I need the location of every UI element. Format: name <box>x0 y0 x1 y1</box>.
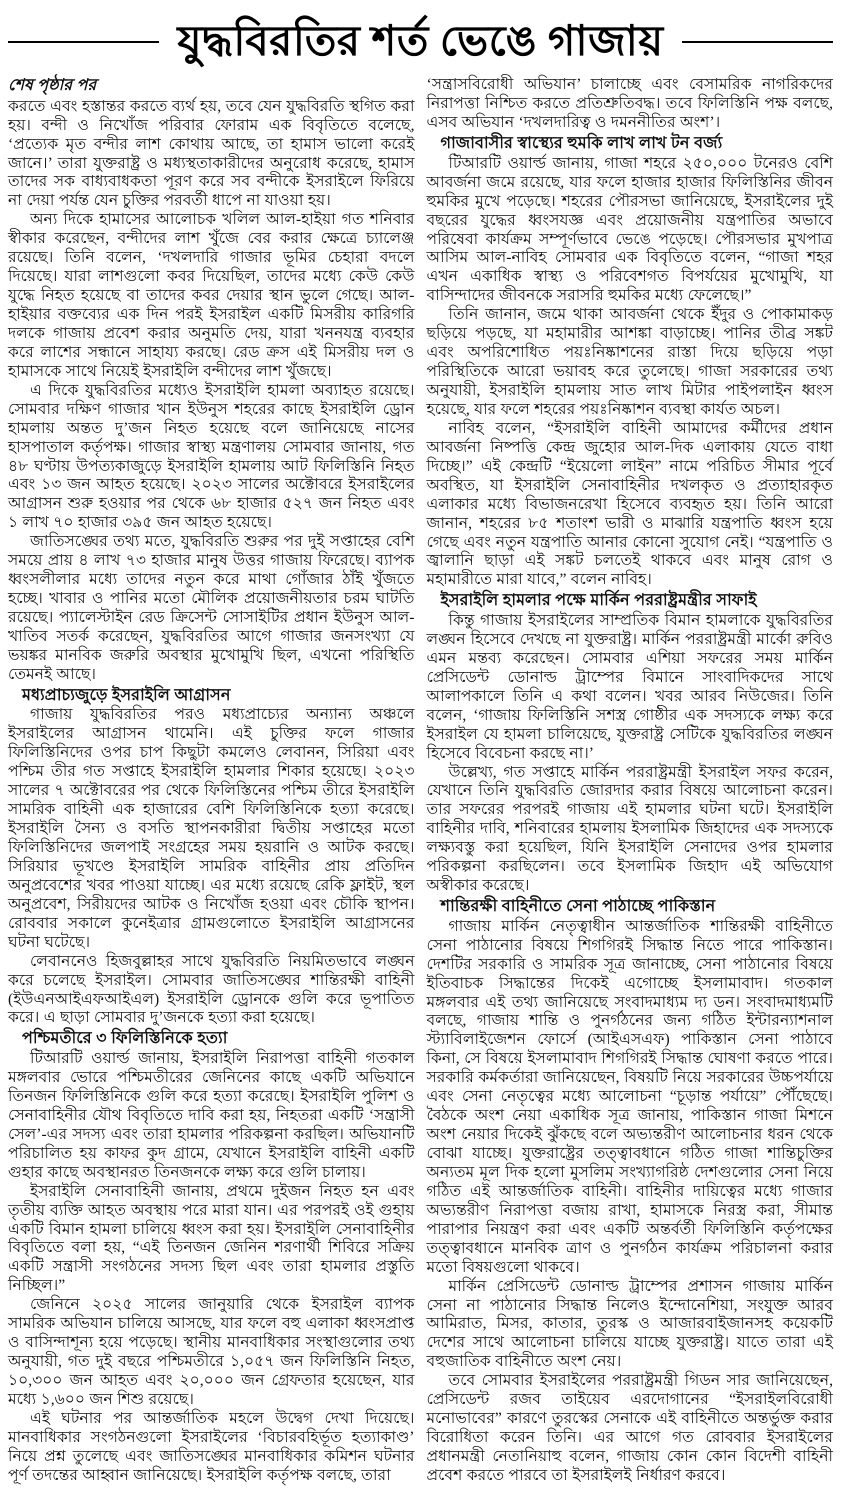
article-headline: যুদ্ধবিরতির শর্ত ভেঙে গাজায় <box>177 19 664 65</box>
section-subhead: গাজাবাসীর স্বাস্থ্যের হুমকি লাখ লাখ টন বর্জ্য <box>440 134 723 153</box>
section-subhead: শান্তিরক্ষী বাহিনীতে সেনা পাঠাচ্ছে পাকিস্তান <box>440 897 716 916</box>
article-paragraph: ‘সন্ত্রাসবিরোধী অভিযান’ চালাচ্ছে এবং বেসামরিক নাগরিকদের নিরাপত্তা নিশ্চিত করতে প্রতিশ্রুতিবদ্ধ। তবে ফিলিস্তিনি পক্ষ বলছে, এসব অভিযান ‘দখলদারিত্ব ও দমননীতির অংশ’। <box>426 76 833 132</box>
article-paragraph: করতে এবং হস্তান্তর করতে ব্যর্থ হয়, তবে যেন যুদ্ধবিরতি স্থগিত করা হয়। বন্দী ও নিখোঁজ পরিবার ফোরাম এক বিবৃতিতে বলেছে, ‘প্রত্যেক মৃত বন্দীর লাশ কোথায় আছে, তা হামাস ভালো করেই জানে।’ তারা যুক্তরাষ্ট্র ও মধ্যস্থতাকারীদের অনুরোধ করেছে, হামাস তাদের সক বাধ্যবাধকতা পূরণ করে সব বন্দীকে ইসরাইলে ফিরিয়ে না দেয়া পর্যন্ত যেন চুক্তির পরবর্তী ধাপে না যাওয়া হয়। <box>8 97 415 210</box>
article-paragraph: উল্লেখ্য, গত সপ্তাহে মার্কিন পররাষ্ট্রমন্ত্রী ইসরাইল সফর করেন, যেখানে তিনি যুদ্ধবিরতি জোরদার করার বিষয়ে আলোচনা করেন। তার সফরের পরপরই গাজায় এই হামলার ঘটনা ঘটে। ইসরাইলি বাহিনীর দাবি, শনিবারের হামলায় ইসলামিক জিহাদের এক সদস্যকে লক্ষ্যবস্তু করা হয়েছিল, যিনি ইসরাইলি সেনাদের ওপর হামলার পরিকল্পনা করছিলেন। তবে ইসলামিক জিহাদ এই অভিযোগ অস্বীকার করেছে। <box>426 763 833 895</box>
right-column-paragraphs <box>427 76 834 1486</box>
article-column-right <box>427 76 834 1486</box>
article-paragraph: জাতিসঙ্ঘের তথ্য মতে, যুদ্ধবিরতি শুরুর পর দুই সপ্তাহের বেশি সময়ে প্রায় ৪ লাখ ৭৩ হাজার মানুষ উত্তর গাজায় ফিরেছে। ব্যাপক ধ্বংসলীলার মধ্যে তাদের নতুন করে মাথা গোঁজার ঠাঁই খুঁজতে হচ্ছে। খাবার ও পানির মতো মৌলিক প্রয়োজনীয়তার চরম ঘাটতি রয়েছে। প্যালেস্টাইন রেড ক্রিসেন্ট সোসাইটির প্রধান ইউনুস আল-খাতিব সতর্ক করেছেন, যুদ্ধবিরতির আগে গাজার জনসংখ্যা যে ভয়ঙ্কর মানবিক জরুরি অবস্থার মুখোমুখি ছিল, এখনো পরিস্থিতি তেমনই আছে। <box>8 533 415 683</box>
left-column-paragraphs <box>8 98 415 1486</box>
continuation-label: শেষ পৃষ্ঠার পর <box>8 77 97 95</box>
headline-band <box>8 18 833 66</box>
article-paragraph: গাজায় যুদ্ধবিরতির পরও মধ্যপ্রাচ্যের অন্যান্য অঞ্চলে ইসরাইলের আগ্রাসন থামেনি। এই চুক্তির ফলে গাজার ফিলিস্তিনিদের ওপর চাপ কিছুটা কমলেও লেবানন, সিরিয়া এবং পশ্চিম তীর গত সপ্তাহে ইসরাইলি হামলার শিকার হয়েছে। ২০২৩ সালের ৭ অক্টোবরের পর থেকে ফিলিস্তিনের পশ্চিম তীরে ইসরাইলি সামরিক বাহিনী এক হাজারের বেশি ফিলিস্তিনিকে হত্যা করেছে। ইসরাইলি সৈন্য ও বসতি স্থাপনকারীরা দ্বিতীয় সপ্তাহের মতো ফিলিস্তিনিদের জলপাই সংগ্রহের সময় হয়রানি ও আটক করছে। সিরিয়ার ভূখণ্ডে ইসরাইলি সামরিক বাহিনীর প্রায় প্রতিদিন অনুপ্রবেশের খবর পাওয়া যাচ্ছে। এর মধ্যে রয়েছে রেকি ফ্লাইট, স্থল অনুপ্রবেশ, সিরীয়দের আটক ও নিখোঁজ হওয়া এবং চৌকি স্থাপন। রোববার সকালে কুনেইত্রার গ্রামগুলোতে ইসরাইলি আগ্রাসনের ঘটনা ঘটেছে। <box>8 706 415 951</box>
article-paragraph: টিআরটি ওয়ার্ল্ড জানায়, ইসরাইলি নিরাপত্তা বাহিনী গতকাল মঙ্গলবার ভোরে পশ্চিমতীরের জেনিনের কাছে একটি অভিযানে তিনজন ফিলিস্তিনিকে গুলি করে হত্যা করেছে। ইসরাইলি পুলিশ ও সেনাবাহিনীর যৌথ বিবৃতিতে দাবি করা হয়, নিহতরা একটি ‘সন্ত্রাসী সেল’-এর সদস্য এবং তারা হামলার পরিকল্পনা করছিল। অভিযানটি পরিচালিত হয় কাফর কুদ গ্রামে, যেখানে ইসরাইলি বাহিনী একটি গুহার কাছে অবস্থানরত তিনজনকে লক্ষ্য করে গুলি চালায়। <box>8 1050 415 1181</box>
article-paragraph: কিন্তু গাজায় ইসরাইলের সাম্প্রতিক বিমান হামলাকে যুদ্ধবিরতির লঙ্ঘন হিসেবে দেখছে না যুক্তরাষ্ট্র। মার্কিন পররাষ্ট্রমন্ত্রী মার্কো রুবিও এমন মন্তব্য করেছেন। সোমবার এশিয়া সফরের সময় মার্কিন প্রেসিডেন্ট ডোনাল্ড ট্রাম্পের বিমানে সাংবাদিকদের সাথে আলাপকালে তিনি এ কথা বলেন। খবর আরব নিউজের। তিনি বলেন, ‘গাজায় ফিলিস্তিনি সশস্ত্র গোষ্ঠীর এক সদস্যকে লক্ষ্য করে ইসরাইল যে হামলা চালিয়েছে, যুক্তরাষ্ট্র সেটিকে যুদ্ধবিরতির লঙ্ঘন হিসেবে বিবেচনা করছে না।’ <box>426 612 833 762</box>
article-paragraph: টিআরটি ওয়ার্ল্ড জানায়, গাজা শহরে ২৫০,০০০ টনেরও বেশি আবর্জনা জমে রয়েছে, যার ফলে হাজার হাজার ফিলিস্তিনির জীবন হুমকির মুখে পড়েছে। শহরের পৌরসভা জানিয়েছে, ইসরাইলের দুই বছরের যুদ্ধের ধ্বংসযজ্ঞ এবং প্রয়োজনীয় যন্ত্রপাতির অভাবে পরিষেবা কার্যক্রম সম্পূর্ণভাবে ভেঙে পড়েছে। পৌরসভার মুখপাত্র আসিম আল-নাবিহ সোমবার এক বিবৃতিতে বলেন, “গাজা শহর এখন একাধিক স্বাস্থ্য ও পরিবেশগত বিপর্যয়ের মুখোমুখি, যা বাসিন্দাদের জীবনকে সরাসরি হুমকির মধ্যে ফেলেছে।” <box>426 154 833 305</box>
section-subhead: পশ্চিমতীরে ৩ ফিলিস্তিনিকে হত্যা <box>22 1029 228 1048</box>
article-paragraph: লেবাননেও হিজবুল্লাহর সাথে যুদ্ধবিরতি নিয়মিতভাবে লঙ্ঘন করে চলেছে ইসরাইল। সোমবার জাতিসঙ্ঘের শান্তিরক্ষী বাহিনী (ইউএনআইএফআইএল) ইসরাইলি ড্রোনকে গুলি করে ভূপাতিত করে। এ ছাড়া সোমবার দু’জনকে হত্যা করা হয়েছে। <box>8 952 415 1027</box>
article-paragraph: মার্কিন প্রেসিডেন্ট ডোনাল্ড ট্রাম্পের প্রশাসন গাজায় মার্কিন সেনা না পাঠানোর সিদ্ধান্ত নিলেও ইন্দোনেশিয়া, সংযুক্ত আরব আমিরাত, মিসর, কাতার, তুরস্ক ও আজারবাইজানসহ কয়েকটি দেশের সাথে আলোচনা চালিয়ে যাচ্ছে যুক্তরাষ্ট্র। যাতে তারা এই বহুজাতিক বাহিনীতে অংশ নেয়। <box>426 1277 833 1371</box>
article-paragraph: এ দিকে যুদ্ধবিরতির মধ্যেও ইসরাইলি হামলা অব্যাহত রয়েছে। সোমবার দক্ষিণ গাজার খান ইউনুস শহরের কাছে ইসরাইলি ড্রোন হামলায় অন্তত দু’জন নিহত হয়েছে বলে জানিয়েছে নাসের হাসপাতাল কর্তৃপক্ষ। গাজার স্বাস্থ্য মন্ত্রণালয় সোমবার জানায়, গত ৪৮ ঘণ্টায় উপত্যকাজুড়ে ইসরাইলি হামলায় আট ফিলিস্তিনি নিহত এবং ১৩ জন আহত হয়েছে। ২০২৩ সালের অক্টোবরে ইসরাইলের আগ্রাসন শুরু হওয়ার পর থেকে ৬৮ হাজার ৫২৭ জন নিহত এবং ১ লাখ ৭০ হাজার ৩৯৫ জন আহত হয়েছে। <box>8 381 415 532</box>
article-paragraph: ইসরাইলি সেনাবাহিনী জানায়, প্রথমে দুইজন নিহত হন এবং তৃতীয় ব্যক্তি আহত অবস্থায় পরে মারা যান। এর পরপরই ওই গুহায় একটি বিমান হামলা চালিয়ে ধ্বংস করা হয়। ইসরাইলি সেনাবাহিনীর বিবৃতিতে বলা হয়, “এই তিনজন জেনিন শরণার্থী শিবিরে সক্রিয় একটি সন্ত্রাসী সংগঠনের সদস্য ছিল এবং তারা হামলার প্রস্তুতি নিচ্ছিল।” <box>8 1182 415 1295</box>
article-column-left <box>8 76 415 1486</box>
article-paragraph: এই ঘটনার পর আন্তর্জাতিক মহলে উদ্বেগ দেখা দিয়েছে। মানবাধিকার সংগঠনগুলো ইসরাইলের ‘বিচারবহির্ভূত হত্যাকাণ্ড’ নিয়ে প্রশ্ন তুলেছে এবং জাতিসঙ্ঘের মানবাধিকার কমিশন ঘটনার পূর্ণ তদন্তের আহ্বান জানিয়েছে। ইসরাইলি কর্তৃপক্ষ বলছে, তারা <box>8 1409 415 1484</box>
article-paragraph: অন্য দিকে হামাসের আলোচক খলিল আল-হাইয়া গত শনিবার স্বীকার করেছেন, বন্দীদের লাশ খুঁজে বের করার ক্ষেত্রে চ্যালেঞ্জ রয়েছে। তিনি বলেন, ‘দখলদারি গাজার ভূমির চেহারা বদলে দিয়েছে। যারা লাশগুলো কবর দিয়েছিল, তাদের মধ্যে কেউ কেউ যুদ্ধে নিহত হয়েছে বা তাদের কবর দেয়ার স্থান ভুলে গেছে। আল-হাইয়ার বক্তব্যের এক দিন পরই ইসরাইল একটি মিসরীয় কারিগরি দলকে গাজায় প্রবেশ করার অনুমতি দেয়, যারা খননযন্ত্র ব্যবহার করে লাশের সন্ধানে সাহায্য করছে। রেড ক্রস এই মিসরীয় দল ও হামাসকে সাথে নিয়েই ইসরাইলি বন্দীদের লাশ খুঁজছে। <box>8 211 415 380</box>
article-paragraph: তবে সোমবার ইসরাইলের পররাষ্ট্রমন্ত্রী গিডন সার জানিয়েছেন, প্রেসিডেন্ট রজব তাইয়েব এরদোগানের “ইসরাইলবিরোধী মনোভাবের” কারণে তুরস্কের সেনাকে এই বাহিনীতে অন্তর্ভুক্ত করার বিরোধিতা করেন তিনি। এর আগে গত রোববার ইসরাইলের প্রধানমন্ত্রী নেতানিয়াহু বলেন, গাজায় কোন কোন বিদেশী বাহিনী প্রবেশ করতে পারবে তা ইসরাইলই নির্ধারণ করবে। <box>426 1372 833 1484</box>
article-paragraph: তিনি জানান, জমে থাকা আবর্জনা থেকে ইঁদুর ও পোকামাকড় ছড়িয়ে পড়ছে, যা মহামারীর আশঙ্কা বাড়াচ্ছে। পানির তীব্র সঙ্কট এবং অপরিশোধিত পয়ঃনিষ্কাশনের রাস্তা দিয়ে ছড়িয়ে পড়া পরিস্থিতিকে আরো ভয়াবহ করে তুলেছে। গাজা সরকারের তথ্য অনুযায়ী, ইসরাইলি হামলায় সাত লাখ মিটার পাইপলাইন ধ্বংস হয়েছে, যার ফলে শহরের পয়ঃনিষ্কাশন ব্যবস্থা কার্যত অচল। <box>426 306 833 418</box>
article-paragraph: নাবিহ বলেন, “ইসরাইলি বাহিনী আমাদের কর্মীদের প্রধান আবর্জনা নিষ্পত্তি কেন্দ্র জুহোর আল-দিক এলাকায় যেতে বাধা দিচ্ছে।” এই কেন্দ্রটি “ইয়েলো লাইন” নামে পরিচিত সীমার পূর্বে অবস্থিত, যা ইসরাইলি সেনাবাহিনীর দখলকৃত ও প্রত্যাহারকৃত এলাকার মধ্যে বিভাজনরেখা হিসেবে ব্যবহৃত হয়। তিনি আরো জানান, শহরের ৮৫ শতাংশ ভারী ও মাঝারি যন্ত্রপাতি ধ্বংস হয়ে গেছে এবং নতুন যন্ত্রপাতি আনার কোনো সুযোগ নেই। “যন্ত্রপাতি ও জ্বালানি ছাড়া এই সঙ্কট চলতেই থাকবে এবং মানুষ রোগ ও মহামারীতে মারা যাবে,” বলেন নাবিহ। <box>426 419 833 589</box>
article-paragraph: গাজায় মার্কিন নেতৃত্বাধীন আন্তর্জাতিক শান্তিরক্ষী বাহিনীতে সেনা পাঠানোর বিষয়ে শিগগিরই সিদ্ধান্ত নিতে পারে পাকিস্তান। দেশটির সরকারি ও সামরিক সূত্র জানাচ্ছে, সেনা পাঠানোর বিষয়ে ইতিবাচক সিদ্ধান্তের দিকেই এগোচ্ছে ইসলামাবাদ। গতকাল মঙ্গলবার এই তথ্য জানিয়েছে সংবাদমাধ্যম দ্য ডন। সংবাদমাধ্যমটি বলছে, গাজায় শান্তি ও পুনর্গঠনের জন্য গঠিত ইন্টারন্যাশনাল স্ট্যাবিলাইজেশন ফোর্সে (আইএসএফ) পাকিস্তান সেনা পাঠাবে কিনা, সে বিষয়ে ইসলামাবাদ শিগগিরই সিদ্ধান্ত ঘোষণা করতে পারে। সরকারি কর্মকর্তারা জানিয়েছেন, বিষয়টি নিয়ে সরকারের উচ্চপর্যায়ে এবং সেনা নেতৃত্বের মধ্যে আলোচনা “চূড়ান্ত পর্যায়ে” পৌঁছেছে। বৈঠকে অংশ নেয়া একাধিক সূত্র জানায়, পাকিস্তান গাজা মিশনে অংশ নেয়ার দিকেই ঝুঁকছে বলে অভ্যন্তরীণ আলোচনার ধরন থেকে বোঝা যাচ্ছে। যুক্তরাষ্ট্রের তত্ত্বাবধানে গঠিত গাজা শান্তিচুক্তির অন্যতম মূল দিক হলো মুসলিম সংখ্যাগরিষ্ঠ দেশগুলোর সেনা নিয়ে গঠিত এই আন্তর্জাতিক বাহিনী। বাহিনীর দায়িত্বের মধ্যে গাজার অভ্যন্তরীণ নিরাপত্তা বজায় রাখা, হামাসকে নিরস্ত্র করা, সীমান্ত পারাপার নিয়ন্ত্রণ করা এবং একটি অন্তর্বর্তী ফিলিস্তিনি কর্তৃপক্ষের তত্ত্বাবধানে মানবিক ত্রাণ ও পুনর্গঠন কার্যক্রম পরিচালনা করার মতো বিষয়গুলো থাকবে। <box>426 917 833 1276</box>
headline-rule-right <box>682 41 833 43</box>
article-body <box>8 76 833 1486</box>
section-subhead: মধ্যপ্রাচ্যজুড়ে ইসরাইলি আগ্রাসন <box>22 685 231 704</box>
article-paragraph: জেনিনে ২০২৫ সালের জানুয়ারি থেকে ইসরাইল ব্যাপক সামরিক অভিযান চালিয়ে আসছে, যার ফলে বহু এলাকা ধ্বংসপ্রাপ্ত ও বাসিন্দাশূন্য হয়ে পড়েছে। স্থানীয় মানবাধিকার সংস্থাগুলোর তথ্য অনুযায়ী, গত দুই বছরে পশ্চিমতীরে ১,০৫৭ জন ফিলিস্তিনি নিহত, ১০,৩০০ জন আহত এবং ২০,০০০ জন গ্রেফতার হয়েছেন, যার মধ্যে ১,৬০০ জন শিশু রয়েছে। <box>8 1296 415 1408</box>
headline-rule-left <box>8 41 159 43</box>
section-subhead: ইসরাইলি হামলার পক্ষে মার্কিন পররাষ্ট্রমন্ত্রীর সাফাই <box>440 591 757 610</box>
